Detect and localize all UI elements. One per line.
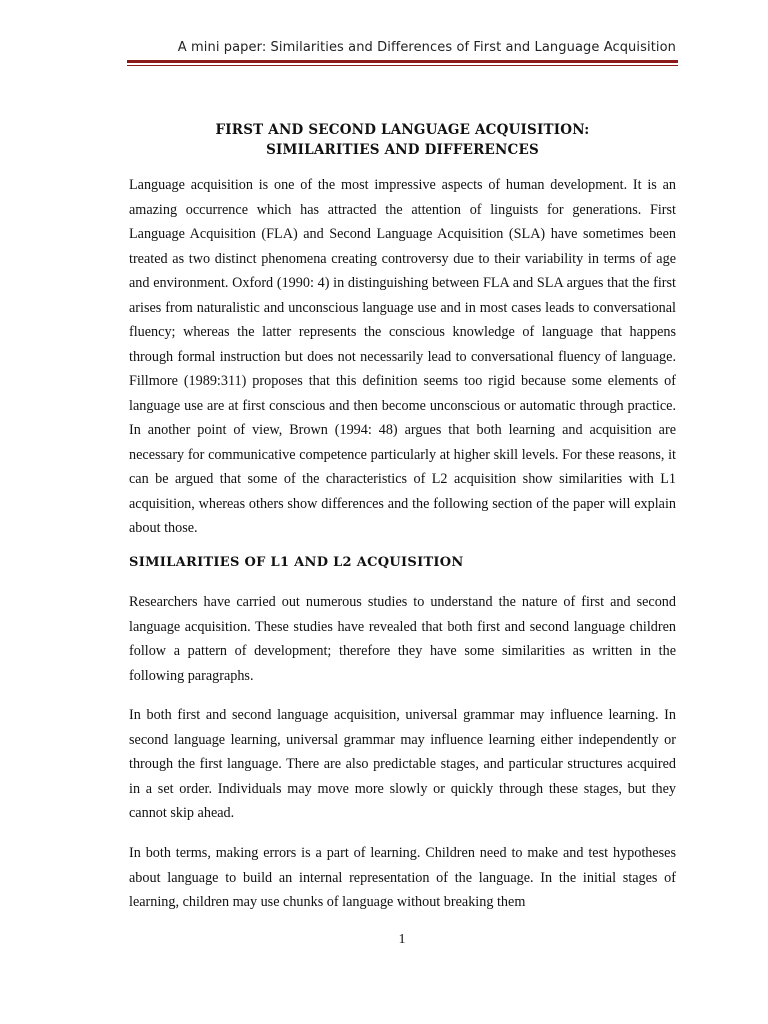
paragraph-3-block <box>129 703 676 826</box>
header-rule-thin <box>127 65 678 66</box>
section-heading: SIMILARITIES OF L1 AND L2 ACQUISITION <box>129 555 464 570</box>
paragraph-2-block <box>129 590 676 688</box>
paragraph-4: In both terms, making errors is a part of learning. Children need to make and test hypotheses about language to build an internal representation of the language. In the initial stages of learning, children may use chunks of language without breaking them <box>129 845 676 910</box>
paragraph-2: Researchers have carried out numerous studies to understand the nature of first and second language acquisition. These studies have revealed that both first and second language children follow a pattern of development; therefore they have some similarities as written in the following paragraphs. <box>129 594 676 684</box>
document-title <box>127 120 678 160</box>
paragraph-3: In both first and second language acquisition, universal grammar may influence learning. In second language learning, universal grammar may influence learning either independently or through the first language. There are also predictable stages, and particular structures acquired in a set order. Individuals may move more slowly or quickly through these stages, but they cannot skip ahead. <box>129 707 676 821</box>
page-number: 1 <box>398 932 406 947</box>
title-line-1: FIRST AND SECOND LANGUAGE ACQUISITION: <box>215 122 590 138</box>
intro-block <box>129 173 676 541</box>
paragraph-4-block <box>129 841 676 915</box>
header-rule-thick <box>127 60 678 63</box>
intro-paragraph: Language acquisition is one of the most impressive aspects of human development. It is an amazing occurrence which has attracted the attention of linguists for generations. First Language Acquisition (FLA) and Second Language Acquisition (SLA) have sometimes been treated as two distinct phenomena creating controversy due to their variability in terms of age and environment. Oxford (1990: 4) in distinguishing between FLA and SLA argues that the first arises from naturalistic and unconscious language use and in most cases leads to conversational fluency; whereas the latter represents the conscious knowledge of language that happens through formal instruction but does not necessarily lead to conversational fluency of language. Fillmore (1989:311) proposes that this definition seems too rigid because some elements of language use are at first conscious and then become unconscious or automatic through practice. In another point of view, Brown (1994: 48) argues that both learning and acquisition are necessary for communicative competence particularly at higher skill levels. For these reasons, it can be argued that some of the characteristics of L2 acquisition show similarities with L1 acquisition, whereas others show differences and the following section of the paper will explain about those. <box>129 177 676 536</box>
running-header: A mini paper: Similarities and Differences of First and Language Acquisition <box>177 40 676 55</box>
title-line-2: SIMILARITIES AND DIFFERENCES <box>266 142 539 158</box>
